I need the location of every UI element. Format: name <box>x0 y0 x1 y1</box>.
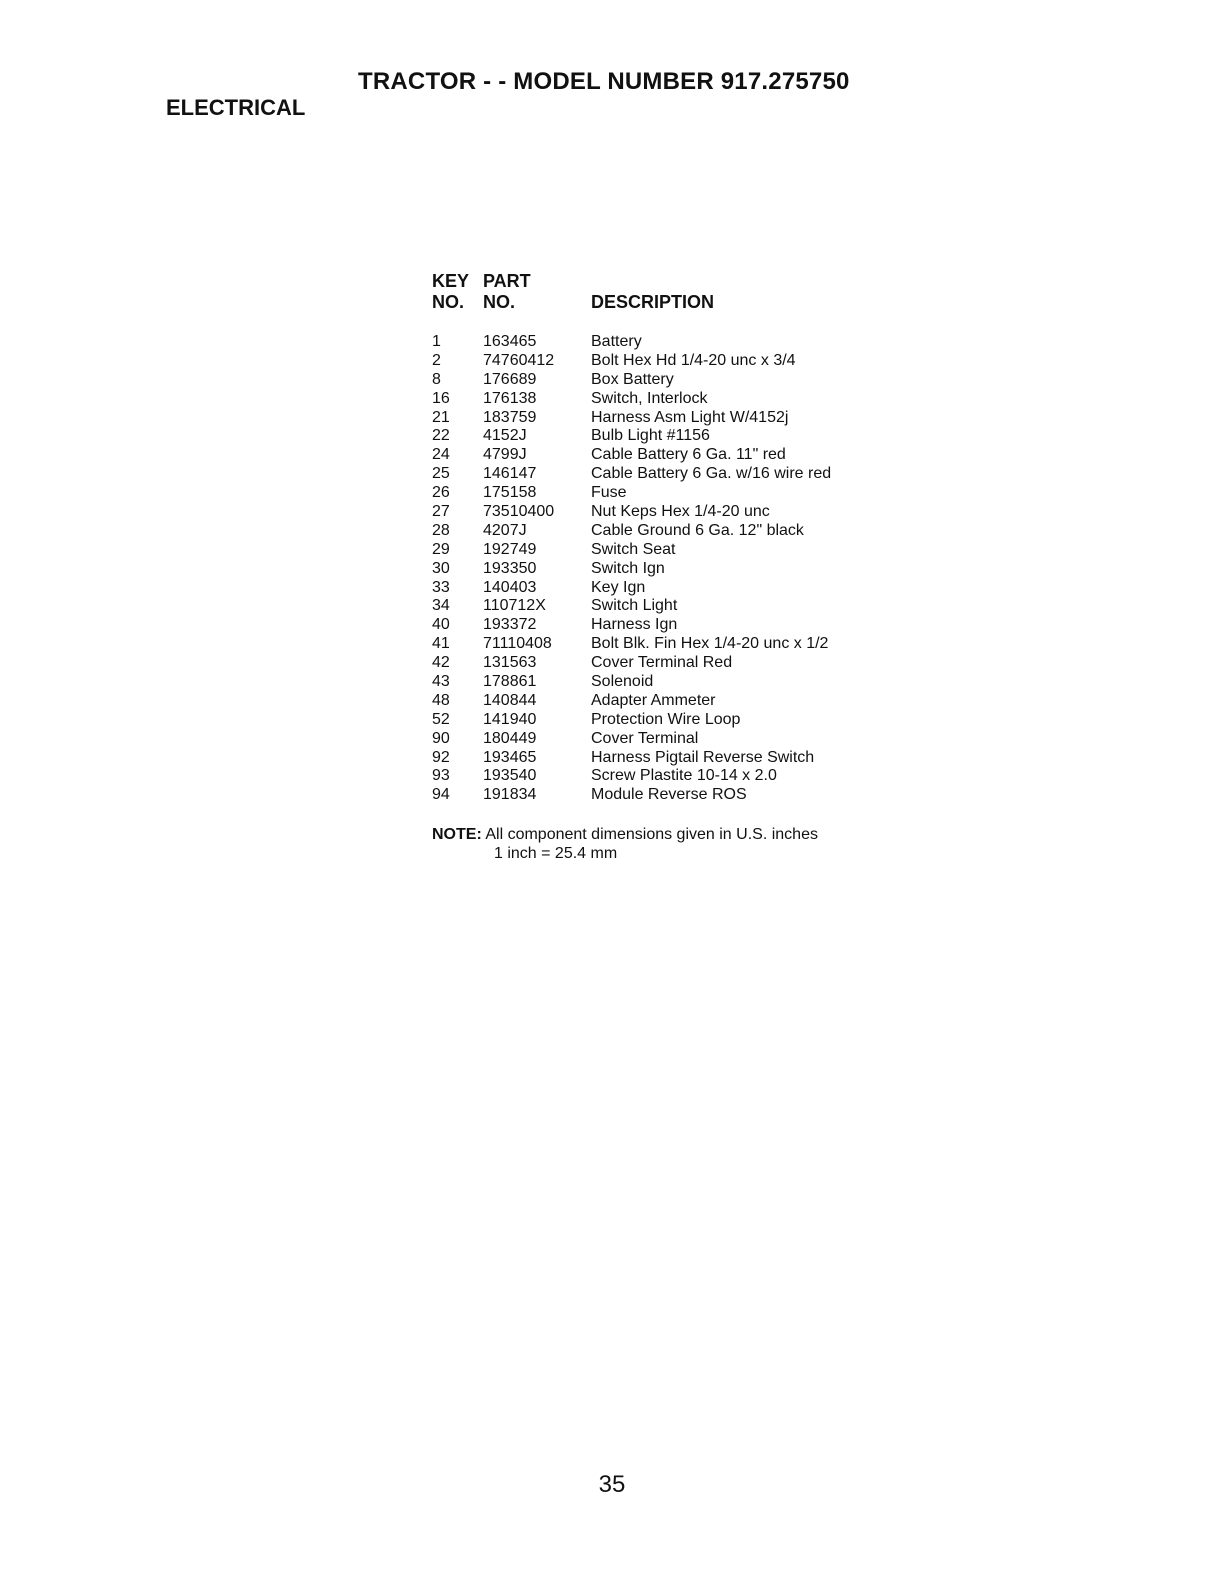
key-no-cell: 43 <box>432 673 450 691</box>
header-part-line2: NO. <box>483 292 516 312</box>
description-cell: Bolt Hex Hd 1/4-20 unc x 3/4 <box>591 351 796 369</box>
description-cell: Cable Ground 6 Ga. 12" black <box>591 521 804 539</box>
part-no-cell: 71110408 <box>483 635 552 653</box>
key-no-cell: 2 <box>432 351 441 369</box>
key-no-cell: 41 <box>432 635 450 653</box>
description-cell: Switch Ign <box>591 559 665 577</box>
key-no-cell: 33 <box>432 578 450 596</box>
key-no-cell: 93 <box>432 767 450 785</box>
note-label: NOTE: <box>432 826 482 843</box>
part-no-cell: 141940 <box>483 710 537 728</box>
description-cell: Harness Asm Light W/4152j <box>591 408 789 426</box>
part-no-cell: 140844 <box>483 691 537 709</box>
description-cell: Fuse <box>591 484 627 502</box>
part-no-cell: 191834 <box>483 786 537 804</box>
description-cell: Cable Battery 6 Ga. 11" red <box>591 446 786 464</box>
part-no-cell: 183759 <box>483 408 537 426</box>
description-cell: Box Battery <box>591 370 674 388</box>
key-no-cell: 28 <box>432 521 450 539</box>
part-no-cell: 193465 <box>483 748 537 766</box>
section-heading: ELECTRICAL <box>166 95 306 120</box>
key-no-cell: 52 <box>432 710 450 728</box>
key-no-cell: 48 <box>432 691 450 709</box>
description-cell: Switch Light <box>591 597 678 615</box>
description-cell: Switch, Interlock <box>591 389 708 407</box>
key-no-cell: 16 <box>432 389 450 407</box>
note <box>432 825 818 844</box>
note-line1: All component dimensions given in U.S. inches <box>485 826 818 843</box>
page-number: 35 <box>598 1471 626 1498</box>
description-cell: Battery <box>591 333 642 350</box>
description-cell: Harness Ign <box>591 616 678 634</box>
key-no-cell: 24 <box>432 446 450 464</box>
key-no-cell: 34 <box>432 597 450 615</box>
part-no-cell: 146147 <box>483 465 537 483</box>
description-cell: Switch Seat <box>591 540 676 558</box>
part-no-cell: 178861 <box>483 673 537 691</box>
part-no-cell: 176689 <box>483 370 537 388</box>
part-no-cell: 4152J <box>483 427 527 445</box>
description-cell: Cover Terminal Red <box>591 654 733 672</box>
note-line2: 1 inch = 25.4 mm <box>494 845 618 862</box>
key-no-cell: 8 <box>432 370 441 388</box>
description-cell: Bolt Blk. Fin Hex 1/4-20 unc x 1/2 <box>591 635 829 653</box>
key-no-cell: 94 <box>432 786 450 804</box>
key-no-cell: 21 <box>432 408 450 426</box>
key-no-cell: 25 <box>432 465 450 483</box>
description-cell: Adapter Ammeter <box>591 691 716 709</box>
part-no-cell: 193540 <box>483 767 537 785</box>
key-no-cell: 90 <box>432 729 450 747</box>
part-no-cell: 73510400 <box>483 503 555 521</box>
part-no-cell: 110712X <box>483 597 546 615</box>
description-cell: Harness Pigtail Reverse Switch <box>591 748 815 766</box>
description-cell: Screw Plastite 10-14 x 2.0 <box>591 767 777 785</box>
key-no-cell: 92 <box>432 748 450 766</box>
part-no-cell: 193372 <box>483 616 537 634</box>
description-cell: Cable Battery 6 Ga. w/16 wire red <box>591 465 832 483</box>
part-no-cell: 176138 <box>483 389 537 407</box>
part-no-cell: 192749 <box>483 540 537 558</box>
header-part-line1: PART <box>483 271 531 291</box>
description-cell: Module Reverse ROS <box>591 786 747 804</box>
part-no-cell: 140403 <box>483 578 537 596</box>
part-no-cell: 131563 <box>483 654 537 672</box>
header-description: DESCRIPTION <box>591 292 715 312</box>
key-no-cell: 30 <box>432 559 450 577</box>
header-key-line1: KEY <box>432 271 470 291</box>
key-no-cell: 29 <box>432 540 450 558</box>
part-no-cell: 74760412 <box>483 351 555 369</box>
key-no-cell: 42 <box>432 654 450 672</box>
description-cell: Bulb Light #1156 <box>591 427 710 445</box>
description-cell: Cover Terminal <box>591 729 699 747</box>
key-no-cell: 22 <box>432 427 450 445</box>
key-no-cell: 26 <box>432 484 450 502</box>
part-no-cell: 163465 <box>483 333 537 350</box>
part-no-cell: 193350 <box>483 559 537 577</box>
part-no-cell: 180449 <box>483 729 537 747</box>
description-cell: Solenoid <box>591 673 654 691</box>
part-no-cell: 175158 <box>483 484 537 502</box>
key-no-cell: 1 <box>432 333 441 350</box>
part-no-cell: 4207J <box>483 521 527 539</box>
document-title: TRACTOR - - MODEL NUMBER 917.275750 <box>358 68 850 95</box>
description-cell: Key Ign <box>591 578 646 596</box>
description-cell: Protection Wire Loop <box>591 710 741 728</box>
key-no-cell: 40 <box>432 616 450 634</box>
description-cell: Nut Keps Hex 1/4-20 unc <box>591 503 770 521</box>
part-no-cell: 4799J <box>483 446 527 464</box>
header-key-line2: NO. <box>432 292 465 312</box>
key-no-cell: 27 <box>432 503 450 521</box>
